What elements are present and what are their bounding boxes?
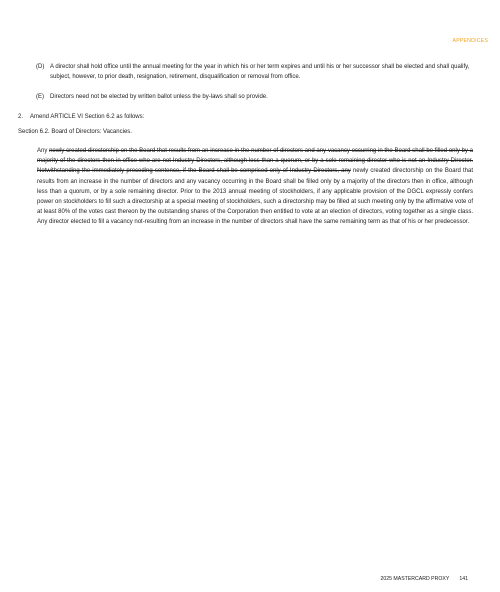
list-item-marker: (D) <box>36 64 45 70</box>
paragraph-lead: Any <box>37 148 50 154</box>
amended-paragraph <box>37 146 473 228</box>
section-header: APPENDICES <box>452 38 488 44</box>
amendment-number: 2. <box>18 114 24 120</box>
list-item-marker: (E) <box>36 94 44 100</box>
deleted-text: newly created directorship on the Board that results from an increase in the number of directors and any vacancy occurring in the Board shall be filled only by a majority of the directors then in office who are not Industry Directors, although less than a quorum, or by a sole remaining director who is not an Industry Director. Notwithstanding the immediately preceding sentence, if the Board shall be comprised only of Industry Directors, any <box>37 148 473 175</box>
amendment-text: Amend ARTICLE VI Section 6.2 as follows: <box>30 114 145 120</box>
list-item-text: Directors need not be elected by written ballot unless the by-laws shall so provide. <box>50 94 268 100</box>
footer-title: 2025 MASTERCARD PROXY <box>380 576 450 582</box>
list-item-e <box>36 92 476 102</box>
list-item-text: A director shall hold office until the annual meeting for the year in which his or her term expires and until his or her successor shall be elected and shall qualify, subject, however, to prior death, resignation, retirement, disqualification or removal from office. <box>50 64 470 80</box>
page-footer <box>380 576 468 582</box>
section-title: Section 6.2. Board of Directors: Vacancies. <box>18 129 132 135</box>
list-item-d <box>36 62 476 82</box>
page-number: 141 <box>459 576 468 582</box>
paragraph-text: newly created directorship on the Board that results from an increase in the number of directors and any vacancy occurring in the Board shall be filled only by a majority of the directors then in office, although less than a quorum, or by a sole remaining director. Prior to the 2013 annual meeting of stockholders, if any applicable provision of the DGCL expressly confers power on stockholders to fill such a directorship at a special meeting of stockholders, such a directorship may be filled at such meeting only by the affirmative vote of at least 80% of the votes cast thereon by the outstanding shares of the Corporation then entitled to vote at an election of directors, voting together as a single class. Any director elected to fill a vacancy not-resulting from an increase in the number of directors shall have the same remaining term as that of his or her predecessor. <box>37 168 473 226</box>
amendment-heading <box>18 112 144 122</box>
